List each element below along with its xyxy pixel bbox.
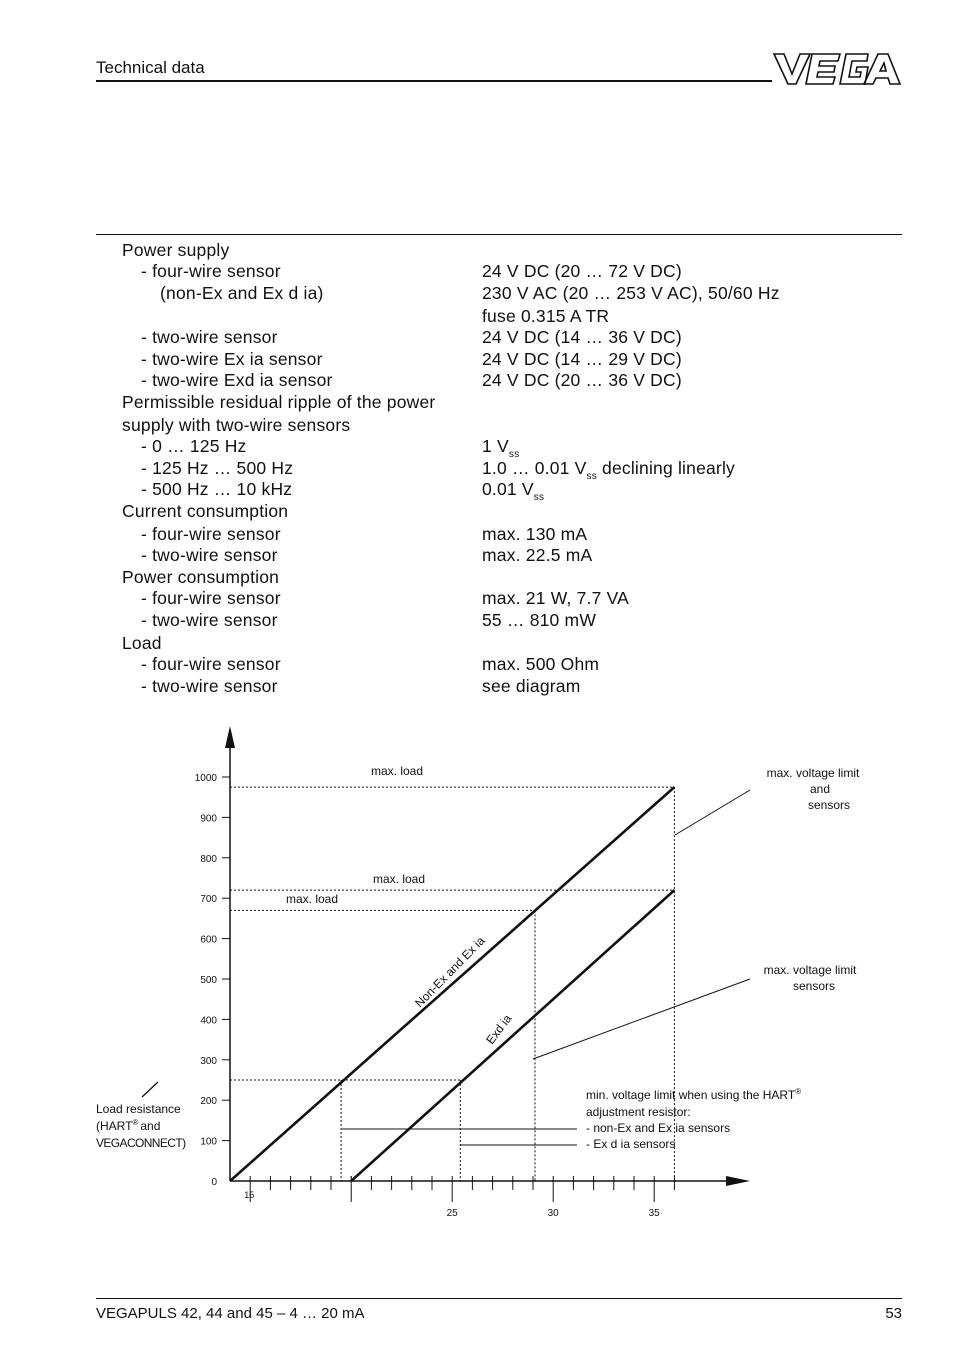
ripple-heading-2: supply with two-wire sensors [122,415,351,435]
load-four-value: max. 500 Ohm [482,654,600,674]
four-wire-value-3: fuse 0.315 A TR [482,306,610,326]
current-heading: Current consumption [122,501,289,521]
series-label-exd: Exd ia [483,1011,515,1047]
load-heading: Load [122,633,162,653]
y-ticks [195,773,230,1188]
vega-logo [772,48,902,88]
power-heading: Power consumption [122,567,280,587]
max-load-label-mid: max. load [373,872,426,886]
current-four-label: - four-wire sensor [141,524,281,544]
ylabel-line3: VEGACONNECT) [96,1136,186,1150]
x-axis-arrow [726,1176,750,1186]
current-four-value: max. 130 mA [482,524,588,544]
x-ticks [244,1176,674,1219]
y-tick-label: 400 [200,1015,217,1027]
power-four-value: max. 21 W, 7.7 VA [482,588,630,608]
voltage-limit-2-line1: max. voltage limit [763,963,857,977]
current-two-label: - two-wire sensor [141,545,278,565]
voltage-limit-1-line2: and [809,782,831,796]
two-wire-exd-label: - two-wire Exd ia sensor [141,370,333,390]
header-title: Technical data [96,58,205,77]
section-rule [96,234,902,235]
four-wire-value-2: 230 V AC (20 … 253 V AC), 50/60 Hz [482,283,780,303]
load-two-value: see diagram [482,676,581,696]
ylabel-line2: (HART® and [96,1118,161,1133]
x-tick-label: 30 [547,1208,559,1219]
max-load-label-top: max. load [371,764,424,778]
voltage-limit-2-pointer [533,979,750,1059]
load-diagram [80,720,900,1230]
two-wire-value: 24 V DC (14 … 36 V DC) [482,327,682,347]
y-axis-arrow [225,726,235,748]
ripple-1-label: - 0 … 125 Hz [141,436,247,456]
voltage-limit-1-line3: sensors [807,798,851,812]
y-tick-label: 900 [200,813,217,825]
voltage-limit-1-line1: max. voltage limit [766,766,860,780]
four-wire-value-1: 24 V DC (20 … 72 V DC) [482,261,682,281]
two-wire-exd-value: 24 V DC (20 … 36 V DC) [482,370,682,390]
min-voltage-line1: min. voltage limit when using the HART® [586,1087,802,1102]
footer-document-title: VEGAPULS 42, 44 and 45 – 4 … 20 mA [96,1305,365,1322]
two-wire-ex-label: - two-wire Ex ia sensor [141,349,323,369]
ripple-2-label: - 125 Hz … 500 Hz [141,458,294,478]
ripple-1-value: 1 $V_{ss}$ [482,436,520,460]
min-voltage-line4: - Ex d ia sensors [586,1137,676,1151]
y-tick-label: 500 [200,975,217,986]
load-four-label: - four-wire sensor [141,654,281,674]
x-tick-label: 15 [244,1190,255,1200]
y-tick-label: 200 [200,1096,217,1108]
current-two-value: max. 22.5 mA [482,545,593,565]
y-tick-label: 300 [200,1055,217,1067]
min-voltage-line3: - non-Ex and Ex ia sensors [586,1121,731,1135]
four-wire-label: - four-wire sensor [141,261,281,281]
ripple-2-value: 1.0 … 0.01 $V_{ss}$ declining linearly [482,458,735,482]
power-supply-heading: Power supply [122,240,230,260]
x-tick-label: 35 [648,1208,660,1219]
x-tick-label: 25 [446,1208,458,1219]
y-tick-label: 800 [200,853,217,865]
two-wire-label: - two-wire sensor [141,327,278,347]
load-diagram-svg [80,720,900,1230]
four-wire-note: (non-Ex and Ex d ia) [160,283,324,303]
ripple-heading-1: Permissible residual ripple of the power [122,392,436,412]
power-four-label: - four-wire sensor [141,588,281,608]
max-load-label-low: max. load [286,892,339,906]
power-two-value: 55 … 810 mW [482,610,597,630]
ylabel-line1: Load resistance [96,1102,181,1116]
page-number: 53 [885,1305,902,1322]
y-tick-label: 1000 [194,773,217,784]
voltage-limit-2-line2: sensors [792,979,836,993]
y-tick-label: 100 [200,1136,217,1148]
load-two-label: - two-wire sensor [141,676,278,696]
ripple-3-label: - 500 Hz … 10 kHz [141,479,293,499]
header-rule [96,80,772,82]
voltage-limit-1-pointer [675,790,750,835]
two-wire-ex-value: 24 V DC (14 … 29 V DC) [482,349,682,369]
y-tick-label: 700 [200,894,217,906]
series-label-non-ex: Non-Ex and Ex ia [412,933,488,1011]
ripple-3-value: 0.01 $V_{ss}$ [482,479,545,503]
ylabel-pointer [142,1082,158,1097]
min-voltage-line2: adjustment resistor: [586,1105,691,1119]
footer-rule [96,1298,902,1299]
power-two-label: - two-wire sensor [141,610,278,630]
y-tick-label: 600 [200,934,217,946]
y-tick-label: 0 [211,1177,217,1188]
